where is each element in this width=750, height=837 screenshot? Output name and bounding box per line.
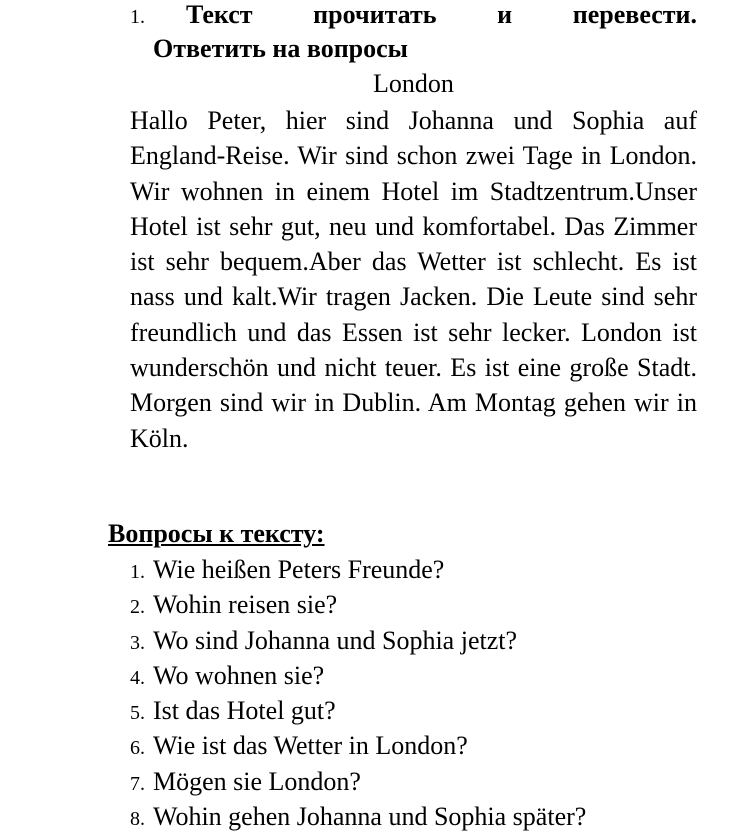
question-text: Wohin reisen sie? <box>153 590 338 620</box>
question-item <box>130 658 586 693</box>
question-number: 3. <box>130 631 145 654</box>
task-instruction-line1 <box>130 0 697 34</box>
question-item <box>130 728 586 763</box>
question-item <box>130 693 586 728</box>
question-text: Wo wohnen sie? <box>153 660 325 690</box>
question-number: 4. <box>130 666 145 689</box>
question-list <box>130 552 586 834</box>
question-text: Ist das Hotel gut? <box>153 696 336 726</box>
task-instruction-line2: Ответить на вопросы <box>153 34 408 63</box>
question-number: 7. <box>130 772 145 795</box>
question-number: 6. <box>130 737 145 760</box>
question-number: 2. <box>130 596 145 619</box>
question-text: Mögen sie London? <box>153 766 361 796</box>
questions-heading: Вопросы к тексту: <box>108 519 325 548</box>
question-item <box>130 764 586 799</box>
question-item <box>130 552 586 587</box>
question-text: Wie heißen Peters Freunde? <box>153 555 445 584</box>
question-text: Wo sind Johanna und Sophia jetzt? <box>153 625 518 655</box>
question-item <box>130 587 586 622</box>
question-item <box>130 799 586 834</box>
question-number: 1. <box>130 561 145 583</box>
question-text: Wie ist das Wetter in London? <box>153 731 468 761</box>
text-title: London <box>373 69 454 98</box>
question-text: Wohin gehen Johanna und Sophia später? <box>153 802 587 832</box>
question-item <box>130 623 586 658</box>
task-instruction-text: Текст прочитать и перевести. <box>186 0 697 29</box>
task-number: 1. <box>130 6 145 28</box>
question-number: 5. <box>130 702 145 725</box>
question-number: 8. <box>130 808 145 831</box>
text-passage: Hallo Peter, hier sind Johanna und Sophia auf England-Reise. Wir sind schon zwei Tage in London. Wir wohnen in einem Hotel im Stadtzentrum.Unser Hotel ist sehr gut, neu und komfortabel. Das Zimmer ist sehr bequem.Aber das Wetter ist schlecht. Es ist nass und kalt.Wir tragen Jacken. Die Leute sind sehr freundlich und das Essen ist sehr lecker. London ist wunderschön und nicht teuer. Es ist eine große Stadt. Morgen sind wir in Dublin. Am Montag gehen wir in Köln. <box>130 106 697 453</box>
